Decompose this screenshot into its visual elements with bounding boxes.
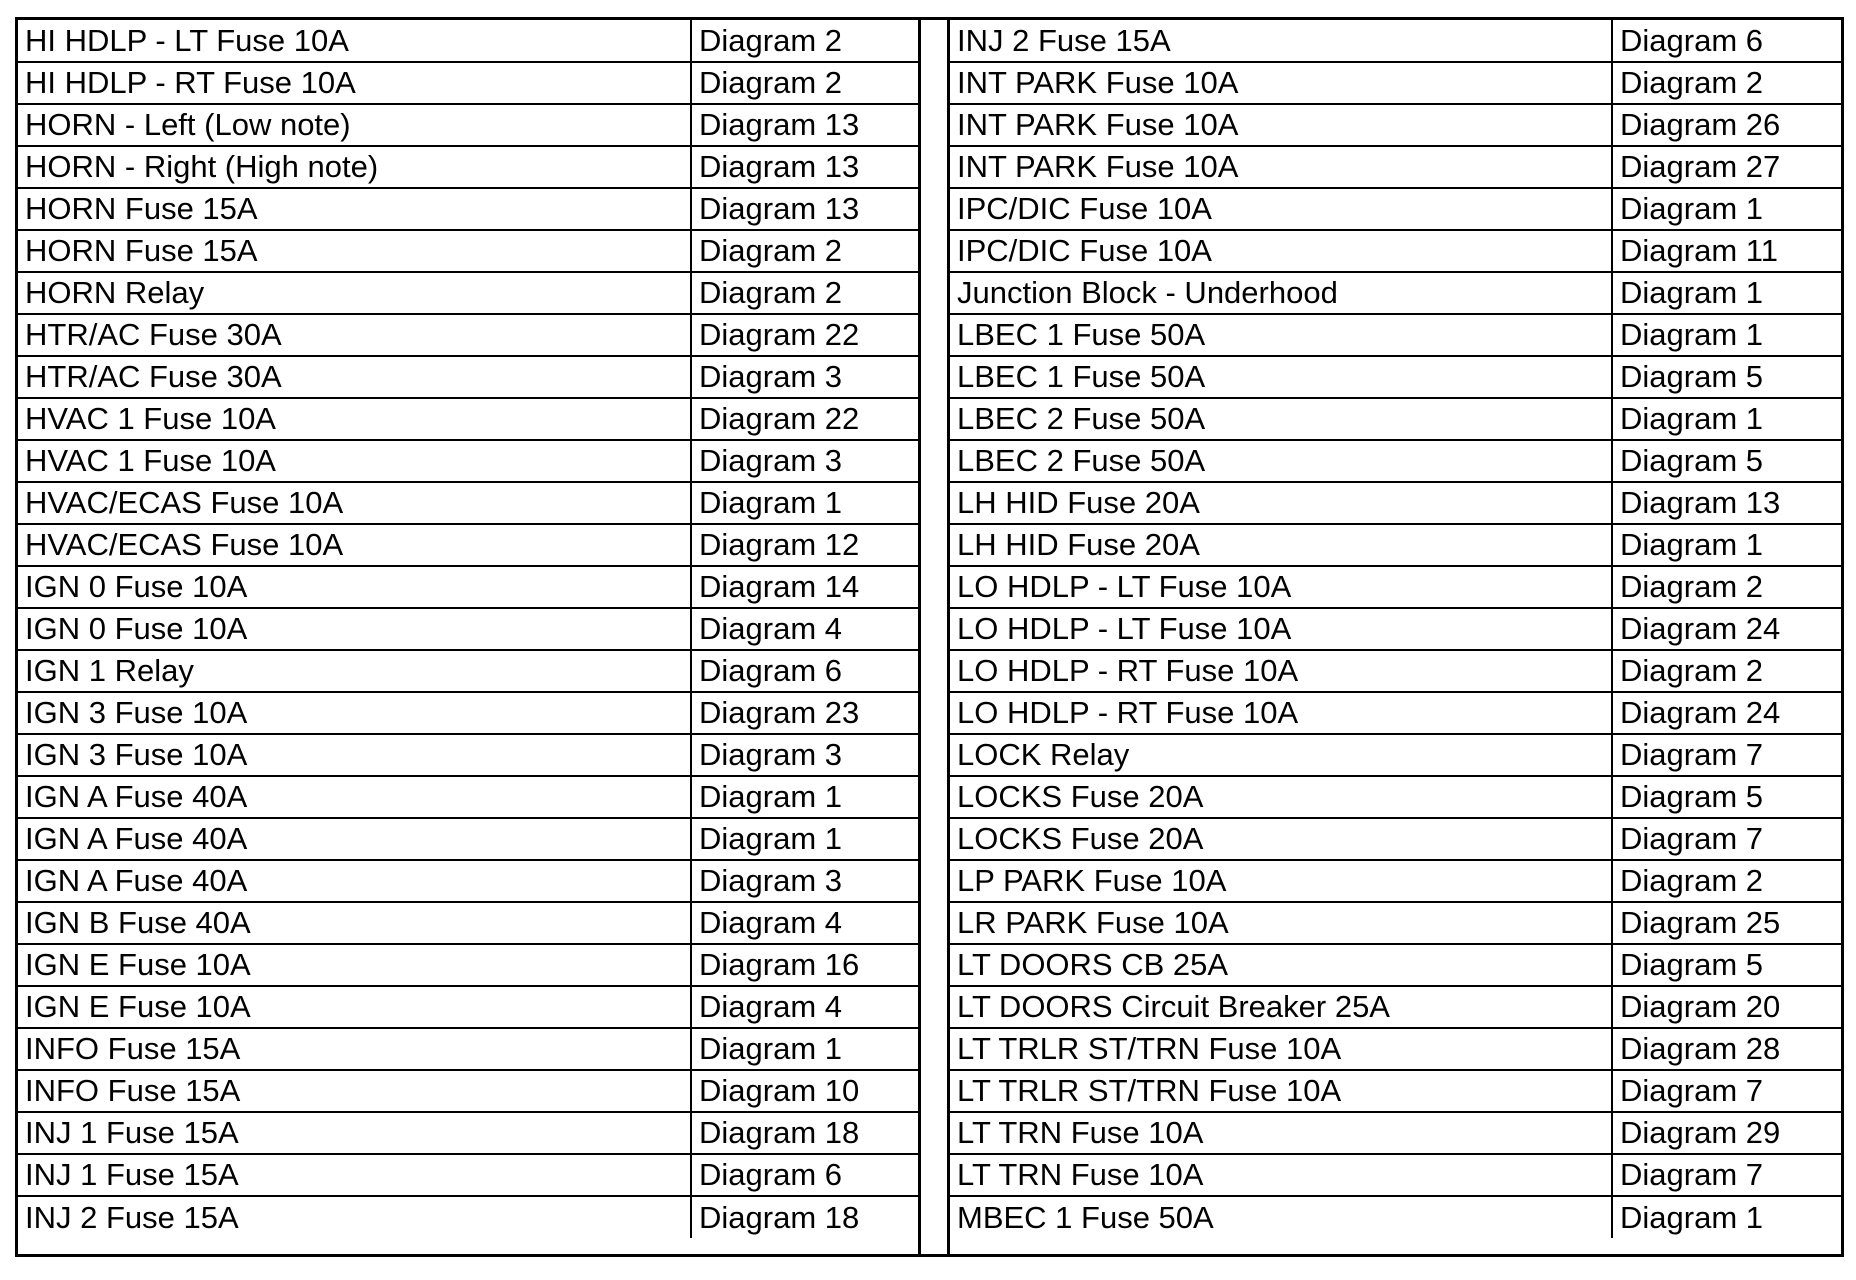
- diagram-reference-cell: Diagram 2: [691, 272, 918, 314]
- table-row: [950, 1154, 1844, 1196]
- component-name-cell: IGN 3 Fuse 10A: [18, 692, 691, 734]
- table-row: [950, 1028, 1844, 1070]
- table-row: [18, 1112, 918, 1154]
- table-row: [950, 1112, 1844, 1154]
- table-row: [950, 20, 1844, 62]
- diagram-reference-cell: Diagram 1: [691, 818, 918, 860]
- component-name-cell: LT DOORS CB 25A: [950, 944, 1612, 986]
- table-row: [18, 62, 918, 104]
- table-row: [18, 230, 918, 272]
- component-name-cell: LO HDLP - RT Fuse 10A: [950, 650, 1612, 692]
- table-row: [950, 986, 1844, 1028]
- table-row: [18, 104, 918, 146]
- table-row: [18, 356, 918, 398]
- component-name-cell: HVAC 1 Fuse 10A: [18, 440, 691, 482]
- component-name-cell: HVAC 1 Fuse 10A: [18, 398, 691, 440]
- diagram-reference-cell: Diagram 2: [1612, 62, 1844, 104]
- diagram-reference-cell: Diagram 16: [691, 944, 918, 986]
- component-name-cell: INFO Fuse 15A: [18, 1028, 691, 1070]
- component-name-cell: HORN Relay: [18, 272, 691, 314]
- right-index-table: [950, 20, 1844, 1238]
- table-row: [18, 1196, 918, 1238]
- table-row: [950, 482, 1844, 524]
- diagram-reference-cell: Diagram 5: [1612, 440, 1844, 482]
- table-row: [18, 608, 918, 650]
- component-name-cell: IPC/DIC Fuse 10A: [950, 188, 1612, 230]
- component-name-cell: IGN A Fuse 40A: [18, 860, 691, 902]
- table-row: [18, 986, 918, 1028]
- table-row: [950, 692, 1844, 734]
- diagram-reference-cell: Diagram 20: [1612, 986, 1844, 1028]
- component-name-cell: IGN E Fuse 10A: [18, 986, 691, 1028]
- diagram-reference-cell: Diagram 2: [691, 20, 918, 62]
- component-name-cell: IGN B Fuse 40A: [18, 902, 691, 944]
- component-name-cell: HORN Fuse 15A: [18, 230, 691, 272]
- diagram-reference-cell: Diagram 12: [691, 524, 918, 566]
- table-row: [950, 566, 1844, 608]
- diagram-reference-cell: Diagram 13: [691, 188, 918, 230]
- diagram-reference-cell: Diagram 18: [699, 1199, 860, 1235]
- diagram-reference-cell: Diagram 1: [1612, 314, 1844, 356]
- table-row: [950, 944, 1844, 986]
- left-index-rows: [18, 20, 918, 1238]
- component-name-cell: HVAC/ECAS Fuse 10A: [18, 524, 691, 566]
- table-row: [950, 776, 1844, 818]
- component-name-cell: MBEC 1 Fuse 50A: [950, 1196, 1612, 1238]
- table-row: [18, 440, 918, 482]
- table-row: [950, 146, 1844, 188]
- diagram-reference-cell: Diagram 6: [691, 650, 918, 692]
- diagram-reference-cell: Diagram 10: [691, 1070, 918, 1112]
- component-name-cell: LP PARK Fuse 10A: [950, 860, 1612, 902]
- component-name-cell: LO HDLP - LT Fuse 10A: [950, 608, 1612, 650]
- table-row: [18, 482, 918, 524]
- component-name-cell: IGN A Fuse 40A: [18, 818, 691, 860]
- table-row: [18, 566, 918, 608]
- component-name-cell: Junction Block - Underhood: [950, 272, 1612, 314]
- diagram-reference-cell: Diagram 5: [1612, 776, 1844, 818]
- diagram-reference-cell: Diagram 2: [691, 230, 918, 272]
- diagram-reference-cell: Diagram 13: [691, 104, 918, 146]
- component-name-cell: LOCKS Fuse 20A: [950, 776, 1612, 818]
- table-row: [18, 1070, 918, 1112]
- table-row: [18, 1028, 918, 1070]
- diagram-reference-cell: Diagram 1: [1612, 188, 1844, 230]
- diagram-reference-cell: Diagram 25: [1612, 902, 1844, 944]
- table-row: [18, 524, 918, 566]
- right-index-column: [947, 20, 1844, 1254]
- table-row: [18, 272, 918, 314]
- component-name-cell: INJ 1 Fuse 15A: [18, 1112, 691, 1154]
- component-name-cell: LT DOORS Circuit Breaker 25A: [950, 986, 1612, 1028]
- diagram-reference-cell: Diagram 11: [1612, 230, 1844, 272]
- table-row: [18, 818, 918, 860]
- table-row: [950, 524, 1844, 566]
- diagram-reference-cell: Diagram 3: [691, 356, 918, 398]
- component-name-cell: HVAC/ECAS Fuse 10A: [18, 482, 691, 524]
- component-name-cell: LH HID Fuse 20A: [950, 482, 1612, 524]
- component-name-cell: IPC/DIC Fuse 10A: [950, 230, 1612, 272]
- diagram-reference-cell: Diagram 22: [691, 398, 918, 440]
- component-name-cell: LBEC 2 Fuse 50A: [950, 398, 1612, 440]
- component-name-cell: IGN 3 Fuse 10A: [18, 734, 691, 776]
- diagram-reference-cell: Diagram 27: [1612, 146, 1844, 188]
- diagram-reference-cell: Diagram 1: [691, 482, 918, 524]
- component-name-cell: INJ 1 Fuse 15A: [18, 1154, 691, 1196]
- diagram-reference-cell: Diagram 6: [1612, 20, 1844, 62]
- table-row: [950, 62, 1844, 104]
- table-row: [18, 1154, 918, 1196]
- component-name-cell: LT TRLR ST/TRN Fuse 10A: [950, 1070, 1612, 1112]
- diagram-reference-cell: Diagram 3: [691, 440, 918, 482]
- table-row: [18, 776, 918, 818]
- table-row: [950, 818, 1844, 860]
- table-row: [950, 230, 1844, 272]
- component-name-cell: LBEC 1 Fuse 50A: [950, 356, 1612, 398]
- diagram-reference-cell: Diagram 4: [691, 608, 918, 650]
- table-row: [18, 944, 918, 986]
- table-row: [950, 1196, 1844, 1238]
- component-name-cell: IGN E Fuse 10A: [18, 944, 691, 986]
- component-name-cell: LO HDLP - RT Fuse 10A: [950, 692, 1612, 734]
- diagram-reference-cell: Diagram 1: [691, 1028, 918, 1070]
- diagram-reference-cell: Diagram 7: [1612, 818, 1844, 860]
- component-name-cell: HTR/AC Fuse 30A: [18, 314, 691, 356]
- component-name-cell: IGN 0 Fuse 10A: [18, 608, 691, 650]
- component-name-cell: LR PARK Fuse 10A: [950, 902, 1612, 944]
- table-row: [950, 1070, 1844, 1112]
- table-row: [18, 902, 918, 944]
- diagram-reference-cell: Diagram 2: [1612, 650, 1844, 692]
- diagram-reference-cell: Diagram 3: [691, 860, 918, 902]
- left-index-column: [18, 20, 921, 1254]
- diagram-reference-cell: Diagram 24: [1612, 692, 1844, 734]
- table-row: [950, 104, 1844, 146]
- table-row: [950, 440, 1844, 482]
- component-name-cell: HORN - Left (Low note): [18, 104, 691, 146]
- table-row: [18, 20, 918, 62]
- component-name-cell: LH HID Fuse 20A: [950, 524, 1612, 566]
- table-row: [18, 692, 918, 734]
- component-name-cell: LOCK Relay: [950, 734, 1612, 776]
- component-name-cell: HI HDLP - LT Fuse 10A: [18, 20, 691, 62]
- component-name-cell: INJ 2 Fuse 15A: [18, 1196, 691, 1238]
- diagram-reference-cell: Diagram 1: [1612, 524, 1844, 566]
- table-row: [950, 734, 1844, 776]
- left-index-table: [18, 20, 918, 1238]
- diagram-reference-cell: Diagram 1: [691, 776, 918, 818]
- component-name-cell: LT TRN Fuse 10A: [950, 1112, 1612, 1154]
- component-name-cell: IGN 1 Relay: [18, 650, 691, 692]
- component-name-cell: LT TRN Fuse 10A: [950, 1154, 1612, 1196]
- diagram-reference-cell: Diagram 18: [691, 1112, 918, 1154]
- component-name-cell: LT TRLR ST/TRN Fuse 10A: [950, 1028, 1612, 1070]
- fuse-diagram-index-sheet: [15, 17, 1844, 1257]
- table-row: [950, 902, 1844, 944]
- table-row: [18, 734, 918, 776]
- table-row: [950, 608, 1844, 650]
- table-row: [950, 860, 1844, 902]
- component-name-cell: LBEC 1 Fuse 50A: [950, 314, 1612, 356]
- right-index-rows: [950, 20, 1844, 1238]
- diagram-reference-cell: Diagram 1: [1612, 398, 1844, 440]
- diagram-reference-cell: Diagram 2: [1612, 566, 1844, 608]
- table-row: [18, 650, 918, 692]
- component-name-cell: IGN 0 Fuse 10A: [18, 566, 691, 608]
- diagram-reference-cell: Diagram 4: [691, 902, 918, 944]
- diagram-reference-cell: Diagram 13: [1612, 482, 1844, 524]
- component-name-cell: INFO Fuse 15A: [18, 1070, 691, 1112]
- table-row: [950, 356, 1844, 398]
- component-name-cell: INT PARK Fuse 10A: [950, 104, 1612, 146]
- diagram-reference-cell: Diagram 28: [1612, 1028, 1844, 1070]
- component-name-cell: IGN A Fuse 40A: [18, 776, 691, 818]
- diagram-reference-cell: Diagram 13: [691, 146, 918, 188]
- table-row: [18, 398, 918, 440]
- component-name-cell: HORN - Right (High note): [18, 146, 691, 188]
- table-row: [18, 314, 918, 356]
- table-row: [950, 398, 1844, 440]
- diagram-reference-cell: Diagram 1: [1620, 1199, 1763, 1235]
- diagram-reference-cell: Diagram 22: [691, 314, 918, 356]
- diagram-reference-cell: Diagram 23: [691, 692, 918, 734]
- diagram-reference-cell: Diagram 6: [691, 1154, 918, 1196]
- table-row: [950, 272, 1844, 314]
- table-row: [950, 188, 1844, 230]
- diagram-reference-cell: Diagram 7: [1612, 1154, 1844, 1196]
- diagram-reference-cell: Diagram 26: [1612, 104, 1844, 146]
- table-row: [18, 146, 918, 188]
- table-row: [950, 650, 1844, 692]
- diagram-reference-cell: Diagram 7: [1612, 734, 1844, 776]
- component-name-cell: LO HDLP - LT Fuse 10A: [950, 566, 1612, 608]
- diagram-reference-cell: Diagram 4: [691, 986, 918, 1028]
- component-name-cell: HTR/AC Fuse 30A: [18, 356, 691, 398]
- table-row: [950, 314, 1844, 356]
- diagram-reference-cell: Diagram 3: [691, 734, 918, 776]
- component-name-cell: LOCKS Fuse 20A: [950, 818, 1612, 860]
- diagram-reference-cell: Diagram 24: [1612, 608, 1844, 650]
- diagram-reference-cell: Diagram 7: [1612, 1070, 1844, 1112]
- diagram-reference-cell: Diagram 5: [1612, 944, 1844, 986]
- diagram-reference-cell: Diagram 2: [691, 62, 918, 104]
- table-row: [18, 860, 918, 902]
- component-name-cell: HORN Fuse 15A: [18, 188, 691, 230]
- diagram-reference-cell: Diagram 1: [1612, 272, 1844, 314]
- table-row: [18, 188, 918, 230]
- component-name-cell: INT PARK Fuse 10A: [950, 62, 1612, 104]
- diagram-reference-cell: Diagram 2: [1612, 860, 1844, 902]
- component-name-cell: LBEC 2 Fuse 50A: [950, 440, 1612, 482]
- component-name-cell: HI HDLP - RT Fuse 10A: [18, 62, 691, 104]
- diagram-reference-cell: Diagram 14: [691, 566, 918, 608]
- component-name-cell: INT PARK Fuse 10A: [950, 146, 1612, 188]
- diagram-reference-cell: Diagram 5: [1612, 356, 1844, 398]
- diagram-reference-cell: Diagram 29: [1612, 1112, 1844, 1154]
- component-name-cell: INJ 2 Fuse 15A: [950, 20, 1612, 62]
